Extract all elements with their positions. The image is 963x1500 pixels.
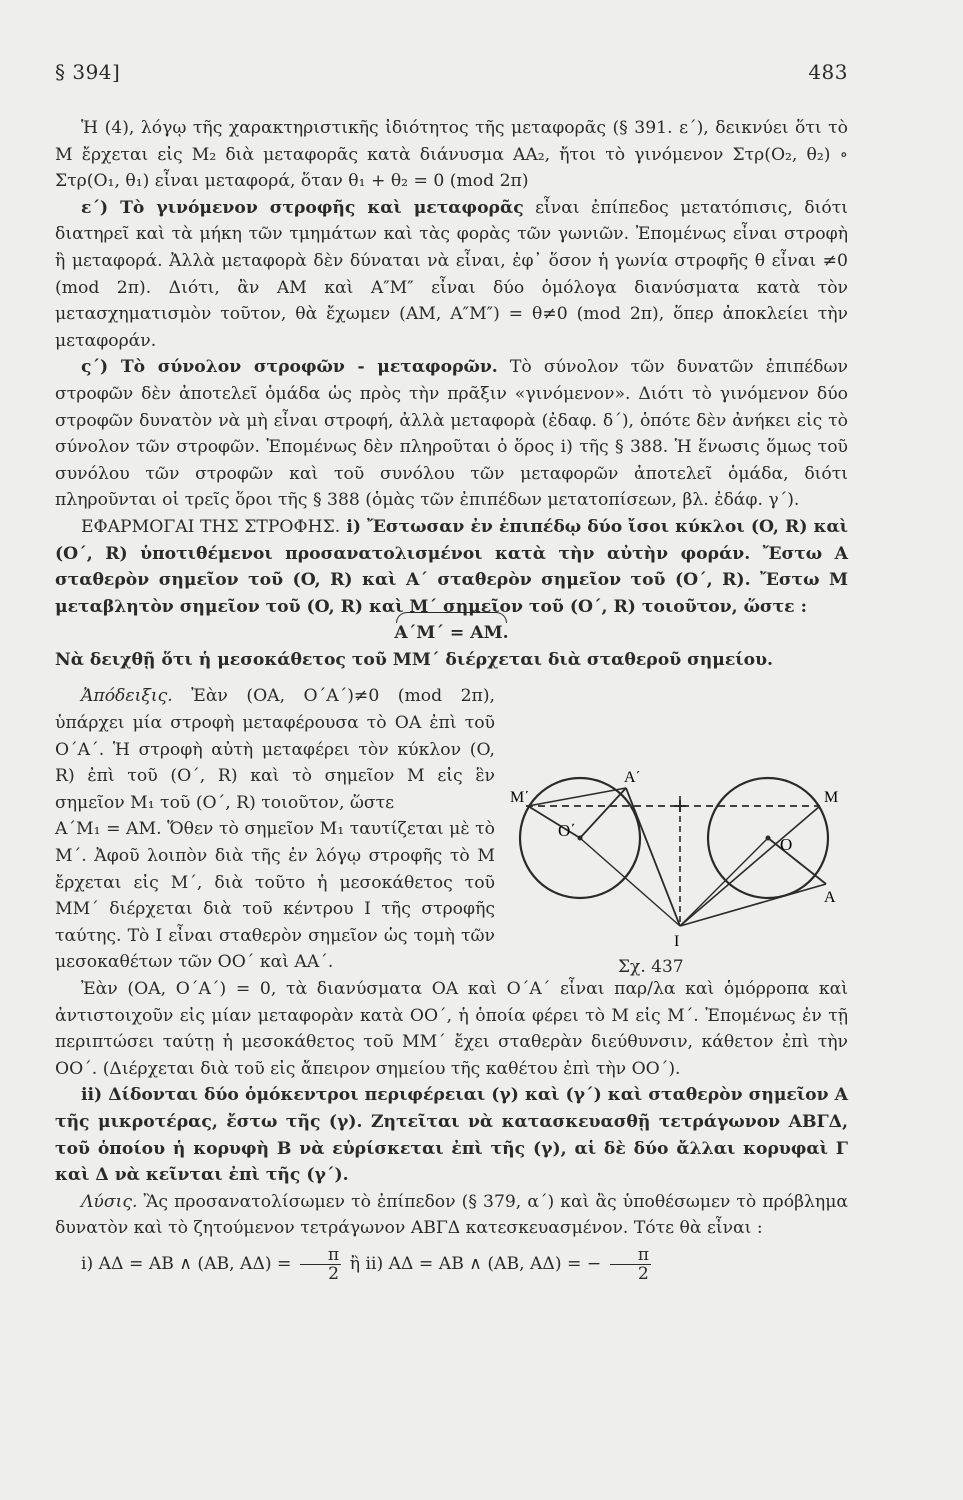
formula-or: ἢ	[349, 1253, 360, 1274]
proof-label: Ἀπόδειξις.	[81, 686, 173, 707]
point-o-prime	[578, 836, 583, 841]
label-o: O	[780, 835, 793, 854]
main-text	[55, 115, 848, 1283]
point-o	[766, 836, 771, 841]
section-marker: § 394]	[55, 60, 121, 84]
paragraph-4	[55, 514, 848, 620]
fraction-denominator: 2	[328, 1263, 340, 1284]
fraction-numerator: π	[300, 1246, 341, 1265]
segment-o-prime-i	[580, 838, 680, 926]
proof-text-1: Ἐὰν (OA, O΄A΄)≠0 (mod 2π), ὑπάρχει μία στροφὴ μεταφέρουσα τὸ OA ἐπὶ τοῦ O΄A΄. Ἡ στροφὴ αὐτὴ μεταφέρει τὸν κύκλον (O, R) ἐπὶ τοῦ (O΄, R) καὶ τὸ σημεῖον M εἰς ἓν σημεῖον M₁ τοῦ (O΄, R) τοιοῦτον, ὥστε	[55, 686, 495, 813]
figure-caption: Σχ. 437	[618, 957, 684, 977]
arc-equation-text: A΄M΄ = AM.	[394, 620, 508, 647]
paragraph-1: Ἡ (4), λόγῳ τῆς χαρακτηριστικῆς ἰδιότητος τῆς μεταφορᾶς (§ 391. ε΄), δεικνύει ὅτι τὸ M ἔρχεται εἰς M₂ διὰ μεταφορᾶς κατὰ διάνυσμα AA₂, ἤτοι τὸ γινόμενον Στρ(O₂, θ₂) ∘ Στρ(O₁, θ₁) εἶναι μεταφορά, ὅταν θ₁ + θ₂ = 0 (mod 2π)	[55, 118, 848, 192]
figure-437	[508, 766, 848, 956]
page-number: 483	[808, 60, 848, 84]
solution-text: Ἂς προσανατολίσωμεν τὸ ἐπίπεδον (§ 379, α΄) καὶ ἂς ὑποθέσωμεν τὸ πρόβλημα δυνατὸν καὶ τὸ ζητούμενον τετράγωνον ΑΒΓΔ κατεσκευασμένον. Τότε θὰ εἶναι :	[55, 1191, 848, 1239]
fraction-pi-over-2-b	[610, 1246, 651, 1283]
paragraph-3-lead: ς΄) Τὸ σύνολον στροφῶν - μεταφορῶν.	[81, 357, 498, 378]
label-o-prime: O΄	[558, 821, 576, 840]
label-i: I	[674, 933, 680, 950]
solution-paragraph	[55, 1189, 848, 1242]
label-a-prime: A΄	[624, 769, 641, 786]
solution-label: Λύσις.	[81, 1191, 138, 1212]
paragraph-2-text: εἶναι ἐπίπεδος μετατόπισις, διότι διατηρεῖ καὶ τὰ μήκη τῶν τμημάτων καὶ τὰς φορὰς τῶν γωνιῶν. Ἐπομένως εἶναι στροφὴ ἢ μεταφορά. Ἀλλὰ μεταφορὰ δὲν δύναται νὰ εἶναι, ἐφ᾽ ὅσον ἡ γωνία στροφῆς θ εἶναι ≠0 (mod 2π). Διότι, ἂν AM καὶ A″M″ εἶναι δύο ὁμόλογα διανύσματα κατὰ τὸν μετασχηματισμὸν τοῦτον, θὰ ἔχωμεν (AM, A″M″) = θ≠0 (mod 2π), ὅπερ ἀποκλείει τὴν μεταφοράν.	[55, 197, 848, 351]
exercise-2-text: ii) Δίδονται δύο ὁμόκεντροι περιφέρειαι (γ) καὶ (γ΄) καὶ σταθερὸν σημεῖον A τῆς μικροτέρας, ἔστω τῆς (γ). Ζητεῖται νὰ κατασκευασθῇ τετράγωνον ΑΒΓΔ, τοῦ ὁποίου ἡ κορυφὴ B νὰ εὑρίσκεται ἐπὶ τῆς (γ), αἱ δὲ δύο ἄλλαι κορυφαὶ Γ καὶ Δ νὰ κεῖνται ἐπὶ τῆς (γ΄).	[55, 1085, 848, 1186]
exercise-1-statement: i) Ἔστωσαν ἐν ἐπιπέδῳ δύο ἴσοι κύκλοι (O, R) καὶ (O΄, R) ὑποτιθέμενοι προσανατολισμένοι κατὰ τὴν αὐτὴν φοράν. Ἔστω A σταθερὸν σημεῖον τοῦ (O, R) καὶ A΄ σταθερὸν σημεῖον τοῦ (O΄, R). Ἔστω M μεταβλητὸν σημεῖον τοῦ (O, R) καὶ M΄ σημεῖον τοῦ (O΄, R) τοιοῦτον, ὥστε :	[55, 516, 848, 617]
exercise-1-task-text: Νὰ δειχθῇ ὅτι ἡ μεσοκάθετος τοῦ MM΄ διέρχεται διὰ σταθεροῦ σημείου.	[55, 649, 773, 670]
label-m: M	[824, 789, 839, 806]
label-a: A	[824, 889, 836, 906]
proof-paragraph-2: A΄M₁ = AM. Ὅθεν τὸ σημεῖον M₁ ταυτίζεται μὲ τὸ M΄. Ἀφοῦ λοιπὸν διὰ τῆς ἐν λόγῳ στροφῆς τὸ M ἔρχεται εἰς M΄, διὰ τοῦτο ἡ μεσοκάθετος τοῦ MM΄ διέρχεται διὰ τοῦ κέντρου I τῆς στροφῆς ταύτης. Τὸ I εἶναι σταθερὸν σημεῖον ὡς τομὴ τῶν μεσοκαθέτων τῶν OO΄ καὶ AA΄.	[55, 819, 495, 973]
exercise-2-statement	[55, 1082, 848, 1188]
segment-o-a	[768, 838, 826, 884]
formula-i: i) AΔ = AB ∧ (AB, AΔ) =	[81, 1253, 292, 1274]
fraction-numerator-b: π	[610, 1246, 651, 1265]
segment-a-prime-i	[626, 788, 680, 926]
segment-m-i	[680, 806, 820, 926]
label-m-prime: M΄	[510, 789, 530, 806]
formula-line	[55, 1246, 848, 1283]
exercise-1-task	[55, 647, 848, 674]
fraction-pi-over-2	[300, 1246, 341, 1283]
paragraph-2	[55, 195, 848, 355]
proof-paragraph-1	[55, 683, 495, 816]
formula-ii: ii) AΔ = AB ∧ (AB, AΔ) = −	[365, 1253, 602, 1274]
applications-heading: ΕΦΑΡΜΟΓΑΙ ΤΗΣ ΣΤΡΟΦΗΣ.	[81, 516, 341, 537]
paragraph-3-text: Τὸ σύνολον τῶν δυνατῶν ἐπιπέδων στροφῶν δὲν ἀποτελεῖ ὁμάδα ὡς πρὸς τὴν πρᾶξιν «γινόμενον». Διότι τὸ γινόμενον δύο στροφῶν δυνατὸν νὰ μὴ εἶναι στροφή, ἀλλὰ μεταφορὰ (ἐδαφ. δ΄), ὁπότε δὲν ἀνήκει εἰς τὸ σύνολον τῶν στροφῶν. Ἐπομένως δὲν πληροῦται ὁ ὅρος i) τῆς § 388. Ἡ ἕνωσις ὅμως τοῦ συνόλου τῶν στροφῶν καὶ τοῦ συνόλου τῶν μεταφορῶν ἀποτελεῖ ὁμάδα, διότι πληροῦνται οἱ τρεῖς ὅροι τῆς § 388 (ὁμὰς τῶν ἐπιπέδων μετατοπίσεων, βλ. ἐδάφ. γ΄).	[55, 357, 848, 511]
fraction-denominator-b: 2	[637, 1263, 649, 1284]
arc-equation	[55, 620, 848, 647]
paragraph-3	[55, 354, 848, 514]
paragraph-2-lead: ε΄) Τὸ γινόμενον στροφῆς καὶ μεταφορᾶς	[81, 197, 524, 218]
proof-paragraph-3: Ἐὰν (OA, O΄A΄) = 0, τὰ διανύσματα OA καὶ O΄A΄ εἶναι παρ/λα καὶ ὁμόρροπα καὶ ἀντιστοιχοῦν εἰς μίαν μεταφορὰν κατὰ OO΄, ἡ ὁποία φέρει τὸ M εἰς M΄. Ἐπομένως ἐν τῇ περιπτώσει ταύτῃ ἡ μεσοκάθετος τοῦ MM΄ ἔχει σταθερὰν διεύθυνσιν, κάθετον ἐπὶ τὴν OO΄. (Διέρχεται διὰ τοῦ εἰς ἄπειρον σημείου τῆς καθέτου ἐπὶ τὴν OO΄).	[55, 979, 848, 1079]
